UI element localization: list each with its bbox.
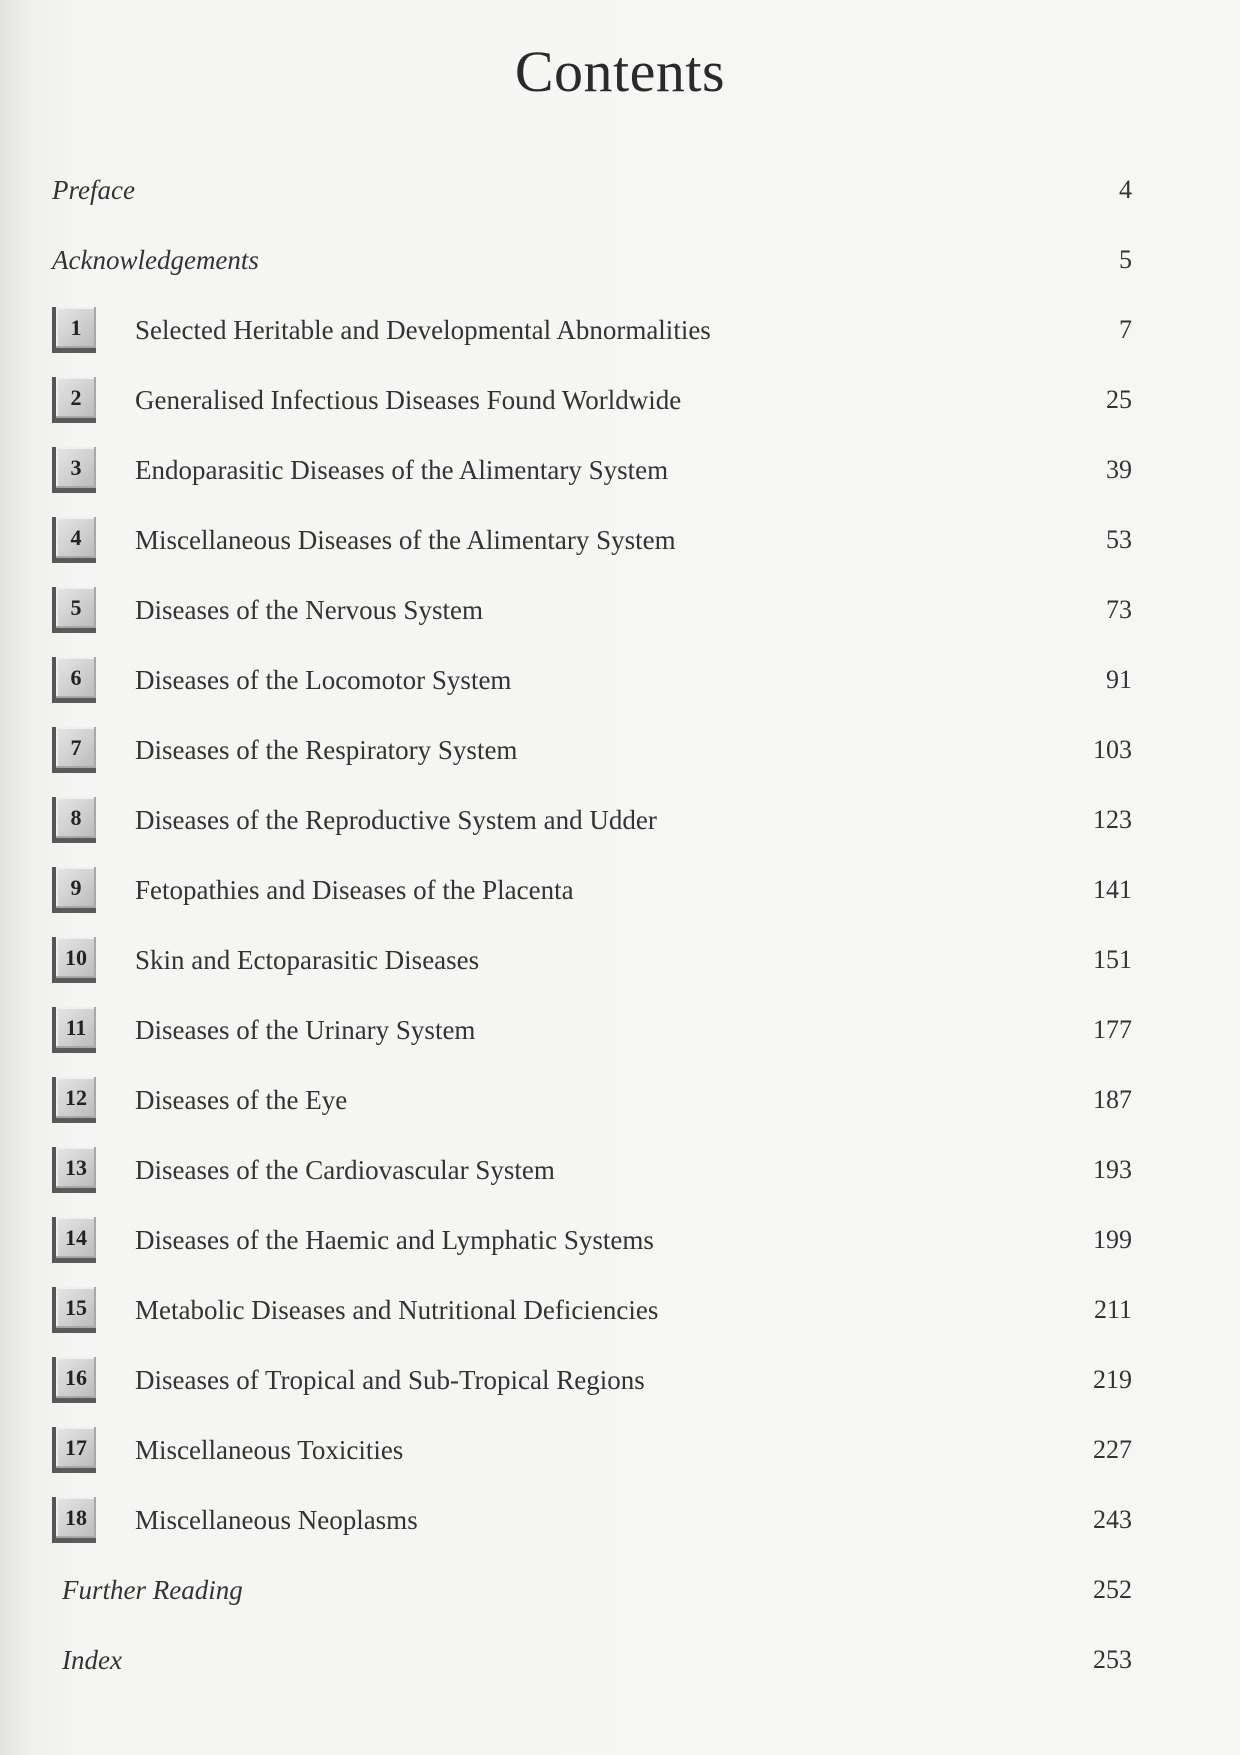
- toc-entry-label: Metabolic Diseases and Nutritional Deficiencies: [135, 1294, 659, 1325]
- toc-entry-page: 123: [1093, 805, 1132, 834]
- toc-entry-page: 187: [1093, 1085, 1132, 1114]
- toc-chapter-18[interactable]: [52, 1490, 1132, 1550]
- toc-chapter-9[interactable]: [52, 860, 1132, 920]
- toc-entry-label: Endoparasitic Diseases of the Alimentary System: [135, 454, 669, 485]
- toc-chapter-2[interactable]: [52, 370, 1132, 430]
- toc-chapter-7[interactable]: [52, 720, 1132, 780]
- toc-chapter-6[interactable]: [52, 650, 1132, 710]
- toc-entry-label: Miscellaneous Diseases of the Alimentary System: [135, 524, 676, 555]
- chapter-number-badge: 3: [52, 447, 96, 493]
- toc-entry-page: 4: [1119, 175, 1132, 204]
- toc-chapter-4[interactable]: [52, 510, 1132, 570]
- toc-entry-label: Generalised Infectious Diseases Found Worldwide: [135, 384, 682, 415]
- toc-entry-label: Diseases of the Nervous System: [135, 594, 483, 625]
- toc-entry-page: 91: [1106, 665, 1132, 694]
- chapter-number-badge: 10: [52, 937, 96, 983]
- toc-chapter-8[interactable]: [52, 790, 1132, 850]
- toc-entry-page: 211: [1093, 1295, 1132, 1324]
- toc-entry-page: 193: [1093, 1155, 1132, 1184]
- chapter-number-badge: 11: [52, 1007, 96, 1053]
- toc-chapter-11[interactable]: [52, 1000, 1132, 1060]
- toc-chapter-14[interactable]: [52, 1210, 1132, 1270]
- toc-entry-label: Skin and Ectoparasitic Diseases: [135, 944, 480, 975]
- toc-chapter-10[interactable]: [52, 930, 1132, 990]
- toc-entry-label: Index: [62, 1644, 122, 1675]
- toc-entry-page: 243: [1093, 1505, 1132, 1534]
- toc-entry-label: Diseases of Tropical and Sub-Tropical Regions: [135, 1364, 645, 1395]
- toc-entry-page: 7: [1119, 315, 1132, 344]
- toc-entry-label: Miscellaneous Neoplasms: [135, 1504, 418, 1535]
- toc-entry-page: 219: [1093, 1365, 1132, 1394]
- toc-entry-page: 177: [1093, 1015, 1132, 1044]
- toc-entry-label: Diseases of the Reproductive System and Udder: [135, 804, 657, 835]
- toc-chapter-5[interactable]: [52, 580, 1132, 640]
- chapter-number-badge: 2: [52, 377, 96, 423]
- toc-chapter-13[interactable]: [52, 1140, 1132, 1200]
- toc-entry-index[interactable]: [62, 1630, 1142, 1690]
- chapter-number-badge: 6: [52, 657, 96, 703]
- toc-chapter-17[interactable]: [52, 1420, 1132, 1480]
- toc-entry-label: Selected Heritable and Developmental Abnormalities: [135, 314, 711, 345]
- toc-entry-page: 25: [1106, 385, 1132, 414]
- chapter-number-badge: 14: [52, 1217, 96, 1263]
- toc-entry-page: 39: [1106, 455, 1132, 484]
- chapter-number-badge: 8: [52, 797, 96, 843]
- chapter-number-badge: 1: [52, 307, 96, 353]
- toc-entry-page: 53: [1106, 525, 1132, 554]
- toc-chapter-3[interactable]: [52, 440, 1132, 500]
- chapter-number-badge: 12: [52, 1077, 96, 1123]
- toc-entry-page: 227: [1093, 1435, 1132, 1464]
- toc-entry-label: Diseases of the Haemic and Lymphatic Systems: [135, 1224, 654, 1255]
- toc-entry-label: Acknowledgements: [52, 244, 259, 275]
- chapter-number-badge: 7: [52, 727, 96, 773]
- toc-entry-page: 73: [1106, 595, 1132, 624]
- chapter-number-badge: 15: [52, 1287, 96, 1333]
- toc-chapter-12[interactable]: [52, 1070, 1132, 1130]
- toc-entry-label: Diseases of the Locomotor System: [135, 664, 512, 695]
- toc-chapter-16[interactable]: [52, 1350, 1132, 1410]
- chapter-number-badge: 17: [52, 1427, 96, 1473]
- toc-entry-page: 5: [1119, 245, 1132, 274]
- toc-entry-label: Diseases of the Urinary System: [135, 1014, 476, 1045]
- chapter-number-badge: 4: [52, 517, 96, 563]
- toc-chapter-15[interactable]: [52, 1280, 1132, 1340]
- toc-entry-page: 103: [1093, 735, 1132, 764]
- toc-entry-preface[interactable]: [52, 160, 1132, 220]
- toc-chapter-1[interactable]: [52, 300, 1132, 360]
- toc-entry-label: Preface: [52, 174, 135, 205]
- toc-entry-page: 199: [1093, 1225, 1132, 1254]
- toc-entry-label: Diseases of the Cardiovascular System: [135, 1154, 555, 1185]
- toc-entry-label: Diseases of the Respiratory System: [135, 734, 518, 765]
- chapter-number-badge: 9: [52, 867, 96, 913]
- chapter-number-badge: 16: [52, 1357, 96, 1403]
- toc-entry-label: Fetopathies and Diseases of the Placenta: [135, 874, 574, 905]
- toc-entry-label: Further Reading: [62, 1574, 243, 1605]
- chapter-number-badge: 18: [52, 1497, 96, 1543]
- toc-entry-page: 151: [1093, 945, 1132, 974]
- toc-entry-page: 141: [1093, 875, 1132, 904]
- toc-entry-label: Miscellaneous Toxicities: [135, 1434, 404, 1465]
- chapter-number-badge: 13: [52, 1147, 96, 1193]
- page-title: Contents: [514, 39, 726, 104]
- chapter-number-badge: 5: [52, 587, 96, 633]
- toc-entry-label: Diseases of the Eye: [135, 1084, 348, 1115]
- toc-entry-page: 252: [1093, 1575, 1132, 1604]
- toc-entry-further-reading[interactable]: [62, 1560, 1142, 1620]
- toc-entry-acknowledgements[interactable]: [52, 230, 1132, 290]
- toc-entry-page: 253: [1093, 1645, 1132, 1674]
